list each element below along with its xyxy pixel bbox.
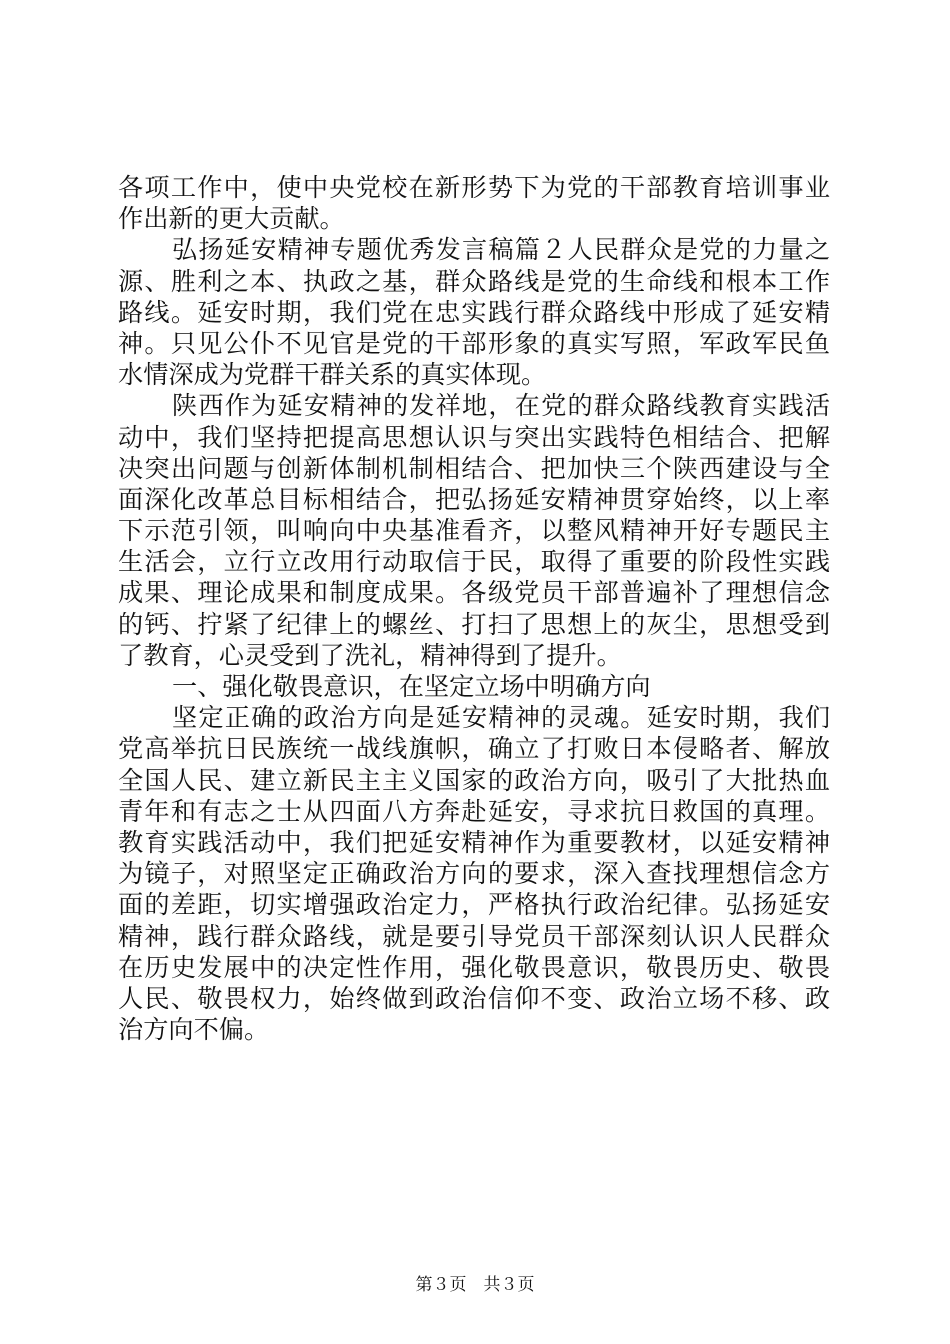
text-line: 决突出问题与创新体制机制相结合、把加快三个陕西建设与全 [118, 453, 830, 483]
text-line: 一、强化敬畏意识，在坚定立场中明确方向 [172, 672, 651, 701]
text-line: 源、胜利之本、执政之基，群众路线是党的生命线和根本工作 [118, 266, 830, 296]
text-line: 面的差距，切实增强政治定力，严格执行政治纪律。弘扬延安 [118, 890, 830, 920]
text-line: 成果、理论成果和制度成果。各级党员干部普遍补了理想信念 [118, 578, 830, 608]
text-line: 生活会，立行立改用行动取信于民，取得了重要的阶段性实践 [118, 547, 830, 577]
text-line: 教育实践活动中，我们把延安精神作为重要教材，以延安精神 [118, 827, 830, 857]
text-line: 全国人民、建立新民主主义国家的政治方向，吸引了大批热血 [118, 765, 830, 795]
text-line: 坚定正确的政治方向是延安精神的灵魂。延安时期，我们 [172, 703, 830, 733]
text-line: 了教育，心灵受到了洗礼，精神得到了提升。 [118, 640, 622, 670]
text-line: 水情深成为党群干群关系的真实体现。 [118, 360, 547, 390]
text-line: 下示范引领，叫响向中央基准看齐，以整风精神开好专题民主 [118, 516, 830, 546]
text-line: 动中，我们坚持把提高思想认识与突出实践特色相结合、把解 [118, 422, 830, 452]
text-line: 各项工作中，使中央党校在新形势下为党的干部教育培训事业 [118, 173, 830, 202]
text-line: 人民、敬畏权力，始终做到政治信仰不变、政治立场不移、政 [118, 983, 830, 1013]
text-line: 神。只见公仆不见官是党的干部形象的真实写照，军政军民鱼 [118, 328, 830, 358]
text-line: 路线。延安时期，我们党在忠实践行群众路线中形成了延安精 [118, 297, 830, 327]
document-body [118, 172, 830, 1045]
text-line: 面深化改革总目标相结合，把弘扬延安精神贯穿始终，以上率 [118, 484, 830, 514]
page-footer: 第３页 共３页 [415, 1275, 535, 1295]
text-line: 弘扬延安精神专题优秀发言稿篇２人民群众是党的力量之 [172, 235, 830, 265]
text-line: 为镜子，对照坚定正确政治方向的要求，深入查找理想信念方 [118, 859, 830, 889]
text-line: 青年和有志之士从四面八方奔赴延安，寻求抗日救国的真理。 [118, 796, 830, 826]
text-line: 陕西作为延安精神的发祥地，在党的群众路线教育实践活 [172, 391, 830, 421]
text-line: 精神，践行群众路线，就是要引导党员干部深刻认识人民群众 [118, 921, 830, 951]
text-line: 作出新的更大贡献。 [118, 204, 345, 234]
text-line: 党高举抗日民族统一战线旗帜，确立了打败日本侵略者、解放 [118, 734, 830, 764]
text-line: 治方向不偏。 [118, 1015, 270, 1045]
text-line: 在历史发展中的决定性作用，强化敬畏意识，敬畏历史、敬畏 [118, 952, 830, 982]
text-line: 的钙、拧紧了纪律上的螺丝、打扫了思想上的灰尘，思想受到 [118, 609, 830, 639]
